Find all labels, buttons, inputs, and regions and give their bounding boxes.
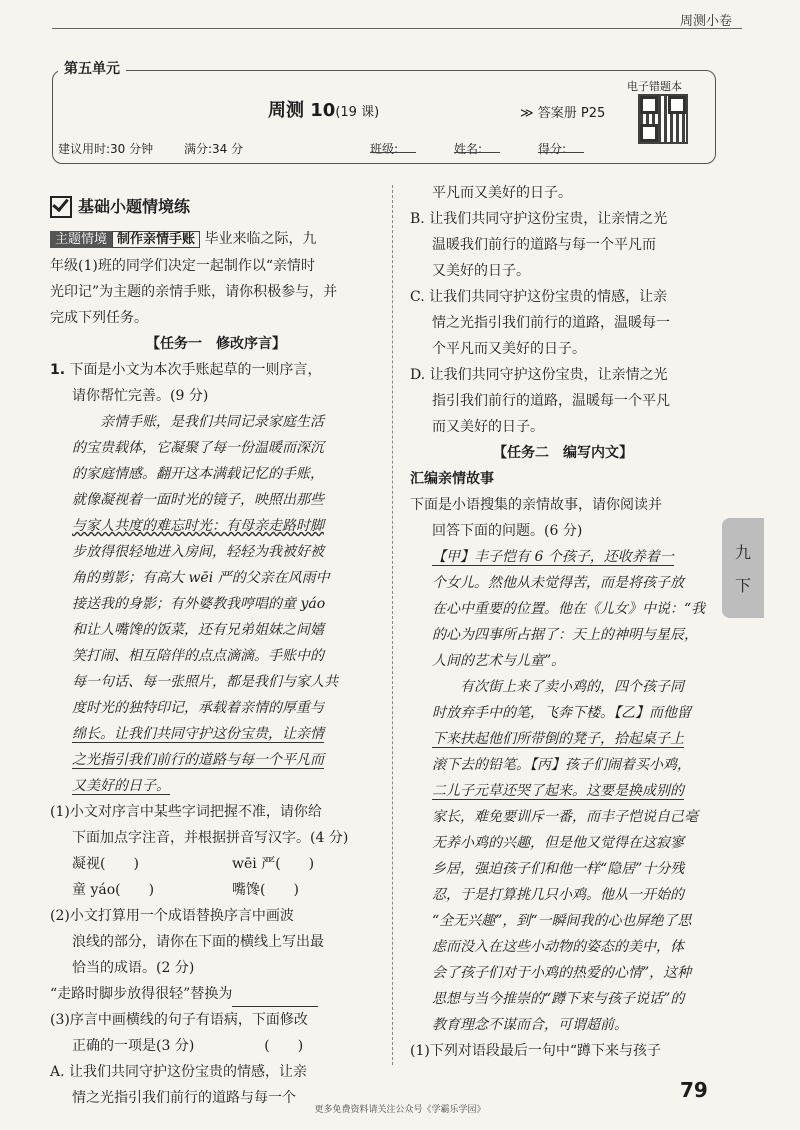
wavy-underlined-text: 与家人共度的难忘时光：有母亲走路时脚 xyxy=(72,518,324,534)
underlined-text: 绵长。让我们共同守护这份宝贵，让亲情 xyxy=(72,726,324,742)
qr-label: 电子错题本 xyxy=(627,80,682,93)
subquestion-text: 正确的一项是(3 分) xyxy=(72,1038,195,1054)
subquestion-2: 浪线的部分，请你在下面的横线上写出最 xyxy=(72,934,324,950)
option-d: 而又美好的日子。 xyxy=(432,419,544,435)
option-a[interactable]: A. 让我们共同守护这份宝贵的情感，让亲 xyxy=(50,1064,308,1080)
grade-side-tab xyxy=(722,518,764,618)
answer-blank[interactable] xyxy=(232,992,318,1007)
passage-line: 的宝贵载体，它凝聚了每一份温暖而深沉 xyxy=(72,440,324,456)
subquestion-3: (3)序言中画横线的句子有语病，下面修改 xyxy=(50,1012,308,1028)
story-line: 滚下去的铅笔。【丙】孩子们闹着买小鸡， xyxy=(432,757,691,773)
passage-line xyxy=(50,539,382,565)
page-number: 79 xyxy=(680,1078,708,1102)
story-line xyxy=(410,778,716,804)
checkbox-icon xyxy=(50,196,72,218)
name-label: 姓名: xyxy=(454,142,483,156)
qr-corner xyxy=(640,96,658,114)
story-line: 忍，于是打算挑几只小鸡。他从一开始的 xyxy=(432,887,684,903)
passage-line xyxy=(50,747,382,773)
option-b[interactable]: B. 让我们共同守护这份宝贵，让亲情之光 xyxy=(410,211,668,227)
option-c[interactable]: C. 让我们共同守护这份宝贵的情感，让亲 xyxy=(410,289,668,305)
name-blank[interactable] xyxy=(454,140,500,153)
subquestion-2: (2)小文打算用一个成语替换序言中画波 xyxy=(50,908,294,924)
subquestion-1: 下面加点字注音，并根据拼音写汉字。(4 分) xyxy=(72,830,349,846)
story-line: 虑而没入在这些小动物的姿态的美中，体 xyxy=(432,939,684,955)
test-title-main: 周测 10 xyxy=(268,100,336,121)
story-line: “全无兴趣”，到“一瞬间我的心也屏绝了思 xyxy=(432,913,692,929)
task-one-heading: 【任务一 修改序言】 xyxy=(146,336,286,352)
section-heading xyxy=(50,194,382,220)
task-two-heading: 【任务二 编写内文】 xyxy=(493,445,633,461)
full-score: 满分:34 分 xyxy=(184,142,244,156)
subquestion-2: 恰当的成语。(2 分) xyxy=(72,960,195,976)
option-c: 情之光指引我们前行的道路，温暖每一 xyxy=(432,315,670,331)
footer-note: 更多免费资料请关注公众号《学霸乐学园》 xyxy=(314,1105,486,1115)
intro-line-1 xyxy=(50,226,382,253)
story-line xyxy=(410,544,716,570)
passage-line: 和让人嘴馋的饭菜，还有兄弟姐妹之间嬉 xyxy=(72,622,324,638)
option-b: 温暖我们前行的道路与每一个平凡而 xyxy=(432,237,656,253)
qr-code-icon[interactable] xyxy=(638,94,688,144)
option-b: 又美好的日子。 xyxy=(432,263,530,279)
fill-item[interactable]: 童 yáo( ) xyxy=(72,882,155,898)
option-a-continued: 平凡而又美好的日子。 xyxy=(432,185,572,201)
story-line: 会了孩子们对于小鸡的热爱的心情”，这种 xyxy=(432,965,692,981)
underlined-text: 下来扶起他们所带倒的凳子，拾起桌子上 xyxy=(432,731,684,747)
side-tab-char: 九 xyxy=(734,543,751,562)
passage-line: 亲情手账，是我们共同记录家庭生活 xyxy=(100,414,324,430)
passage-line xyxy=(50,773,382,799)
fill-item[interactable]: 凝视( ) xyxy=(72,856,139,872)
top-right-label: 周测小卷 xyxy=(679,14,732,29)
story-line: 有次街上来了卖小鸡的，四个孩子同 xyxy=(460,679,684,695)
test-title xyxy=(268,96,379,122)
story-line: 在心中重要的位置。他在《儿女》中说：“我 xyxy=(432,601,706,617)
qr-corner xyxy=(668,96,686,114)
fill-row[interactable] xyxy=(50,851,382,877)
test-title-suffix: (19 课) xyxy=(335,105,380,120)
intro-text: 完成下列任务。 xyxy=(50,310,148,326)
question-number: 1. xyxy=(50,362,66,378)
passage-line: 度时光的独特印记，承载着亲情的厚重与 xyxy=(72,700,324,716)
passage-line: 笑打闹、相互陪伴的点点滴滴。手账中的 xyxy=(72,648,324,664)
story-line: 的心为四事所占据了：天上的神明与星辰， xyxy=(432,627,698,643)
option-d: 指引我们前行的道路，温暖每一个平凡 xyxy=(432,393,670,409)
score-blank[interactable] xyxy=(538,140,584,153)
question-2: 回答下面的问题。(6 分) xyxy=(432,523,583,539)
question-2: 下面是小语搜集的亲情故事，请你阅读并 xyxy=(410,497,662,513)
answer-reference: ≫ 答案册 P25 xyxy=(520,106,606,121)
intro-text: 光印记”为主题的亲情手账，请你积极参与，并 xyxy=(50,284,338,300)
topic-tag: 制作亲情手账 xyxy=(112,231,200,248)
answer-paren[interactable]: ( ) xyxy=(264,1038,304,1054)
question-1 xyxy=(50,357,382,383)
section-title: 基础小题情境练 xyxy=(78,197,191,216)
subquestion-last: (1)下列对语段最后一句中“蹲下来与孩子 xyxy=(410,1043,661,1059)
passage-text: 步放得很轻地进入房间，轻轻为我被好被 xyxy=(72,544,324,560)
passage-line: 的家庭情感。翻开这本满载记忆的手账， xyxy=(72,466,324,482)
score-label: 得分: xyxy=(538,142,567,156)
question-text: 下面是小文为本次手账起草的一则序言， xyxy=(69,362,322,378)
passage-line xyxy=(50,513,382,539)
underlined-text: 又美好的日子。 xyxy=(72,778,170,794)
class-blank[interactable] xyxy=(370,140,416,153)
suggested-time: 建议用时:30 分钟 xyxy=(58,142,154,156)
column-divider xyxy=(392,185,393,1065)
intro-text: 毕业来临之际，九 xyxy=(204,231,317,247)
fill-item[interactable]: 嘴馋( ) xyxy=(232,882,299,898)
left-column xyxy=(50,190,382,1111)
passage-line xyxy=(50,721,382,747)
story-line: 思想与当今推崇的“蹲下来与孩子说话”的 xyxy=(432,991,685,1007)
story-line: 教育理念不谋而合，可谓超前。 xyxy=(432,1017,628,1033)
option-a: 情之光指引我们前行的道路与每一个 xyxy=(72,1090,296,1106)
right-column xyxy=(410,180,716,1064)
question-text: 请你帮忙完善。(9 分) xyxy=(72,388,209,404)
story-line: 家长，难免要训斥一番，而丰子恺说自己毫 xyxy=(432,809,698,825)
fill-item[interactable]: wēi 严( ) xyxy=(232,856,315,872)
story-line: 时放弃手中的笔，飞奔下楼。【乙】而他留 xyxy=(432,705,691,721)
unit-label: 第五单元 xyxy=(58,58,126,78)
subquestion-1: (1)小文对序言中某些字词把握不准，请你给 xyxy=(50,804,322,820)
passage-line: 接送我的身影；有外婆教我哼唱的童 yáo xyxy=(72,596,326,612)
story-line: 人间的艺术与儿童”。 xyxy=(432,653,566,669)
replacement-line xyxy=(50,981,382,1007)
fill-row[interactable] xyxy=(50,877,382,903)
passage-line: 每一句话、每一张照片，都是我们与家人共 xyxy=(72,674,338,690)
story-line xyxy=(410,726,716,752)
passage-line: 角的剪影；有高大 wēi 严的父亲在风雨中 xyxy=(72,570,330,586)
story-line: 无养小鸡的兴趣，但是他又觉得在这寂寥 xyxy=(432,835,684,851)
qr-corner xyxy=(640,124,658,142)
top-rule xyxy=(52,28,742,29)
replacement-text: “走路时脚步放得很轻”替换为 xyxy=(50,986,233,1002)
option-d[interactable]: D. 让我们共同守护这份宝贵，让亲情之光 xyxy=(410,367,668,383)
underlined-text: 二儿子元草还哭了起来。这要是换成别的 xyxy=(432,783,684,799)
side-tab-char: 下 xyxy=(734,576,751,595)
subquestion-3 xyxy=(50,1033,382,1059)
theme-tag: 主题情境 xyxy=(50,231,112,248)
intro-text: 年级(1)班的同学们决定一起制作以“亲情时 xyxy=(50,258,315,274)
underlined-text: 之光指引我们前行的道路与每一个平凡而 xyxy=(72,752,324,768)
passage-line: 就像凝视着一面时光的镜子，映照出那些 xyxy=(72,492,324,508)
class-label: 班级: xyxy=(370,142,399,156)
underlined-text: 【甲】丰子恺有 6 个孩子，还收养着一 xyxy=(432,549,674,565)
story-line: 个女儿。然他从未觉得苦，而是将孩子放 xyxy=(432,575,684,591)
option-c: 个平凡而又美好的日子。 xyxy=(432,341,586,357)
story-line: 乡居，强迫孩子们和他一样“隐居”十分残 xyxy=(432,861,685,877)
subheading: 汇编亲情故事 xyxy=(410,471,494,487)
